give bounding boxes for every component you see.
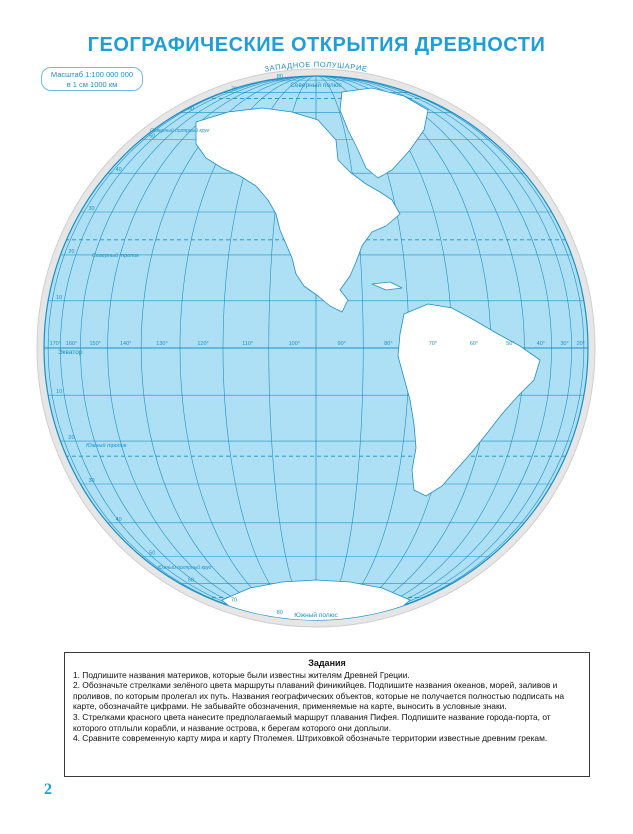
latitude-label: 30 — [88, 478, 95, 484]
equator-label: Экватор — [58, 349, 83, 356]
latitude-label: 20 — [68, 248, 75, 255]
meridian-label: 60° — [469, 341, 479, 347]
latitude-label: 50 — [149, 550, 156, 557]
latitude-label: 50 — [149, 133, 156, 140]
latitude-label: 10 — [56, 294, 63, 301]
latitude-label: 40 — [115, 516, 122, 523]
page-title: ГЕОГРАФИЧЕСКИЕ ОТКРЫТИЯ ДРЕВНОСТИ — [87, 34, 546, 56]
meridian-label: 150° — [89, 341, 101, 347]
latitude-label: 70 — [230, 86, 238, 93]
south-pole-label: Южный полюс — [294, 612, 338, 619]
meridian-label: 100° — [288, 341, 300, 347]
meridian-label: 80° — [384, 341, 393, 347]
meridian-label: 140° — [119, 341, 132, 347]
meridian-label: 30° — [560, 341, 569, 347]
latitude-label: 70 — [230, 597, 238, 604]
latitude-label: 40 — [115, 167, 122, 174]
latitude-label: 80 — [276, 609, 283, 616]
meridian-label: 40° — [536, 341, 545, 347]
tropic-north-label: Северный тропик — [92, 253, 139, 259]
polar-circle-north-label: Северный полярный круг — [150, 128, 210, 134]
meridian-label: 50° — [506, 341, 515, 347]
tropic-south-label: Южный тропик — [86, 443, 127, 449]
latitude-label: 20 — [68, 435, 75, 442]
task-item-2: 2. Обозначьте стрелками зелёного цвета маршруты плаваний финикийцев. Подпишите названия океанов, морей, заливов и проливов, по которым пролегал их путь. Названия географических объектов, которые не получается полностью подписать на карте, обозначайте цифрами. Не забывайте обозначения, применяемые на карте, выносить в условные знаки. — [73, 680, 565, 712]
task-item-4: 4. Сравните современную карту мира и карту Птолемея. Штриховкой обозначьте территории известные древним грекам. — [73, 733, 548, 744]
task-item-1: 1. Подпишите названия материков, которые были известны жителям Древней Греции. — [73, 669, 410, 680]
tasks-box — [64, 652, 590, 777]
latitude-label: 10 — [56, 389, 63, 396]
meridian-label: 70° — [428, 341, 438, 347]
meridian-label: 160° — [65, 341, 78, 347]
hemisphere-label: ЗАПАДНОЕ ПОЛУШАРИЕ — [263, 59, 369, 74]
page-number: 2 — [44, 781, 52, 798]
latitude-label: 60 — [188, 577, 195, 584]
meridian-label: 130° — [156, 341, 168, 347]
latitude-label: 30 — [88, 206, 95, 212]
polar-circle-south-label: Южный полярный круг — [158, 565, 212, 571]
meridian-label: 120° — [197, 341, 209, 347]
task-item-3: 3. Стрелками красного цвета нанесите предполагаемый маршрут плавания Пифея. Подпишите название города-порта, от которого отплыли корабли, и название острова, к берегам которого они доплыли. — [73, 711, 551, 733]
meridian-label: 170° — [49, 341, 61, 347]
scale-distance: в 1 см 1000 км — [66, 80, 118, 89]
latitude-label: 80 — [276, 74, 283, 81]
north-pole-label: Северный полюс — [290, 82, 342, 89]
latitude-label: 60 — [188, 106, 195, 113]
scale-ratio: Масштаб 1:100 000 000 — [50, 70, 134, 79]
meridian-label: 20° — [576, 341, 585, 347]
tasks-heading: Задания — [308, 658, 346, 668]
meridian-label: 90° — [337, 341, 346, 347]
meridian-label: 110° — [242, 341, 254, 347]
